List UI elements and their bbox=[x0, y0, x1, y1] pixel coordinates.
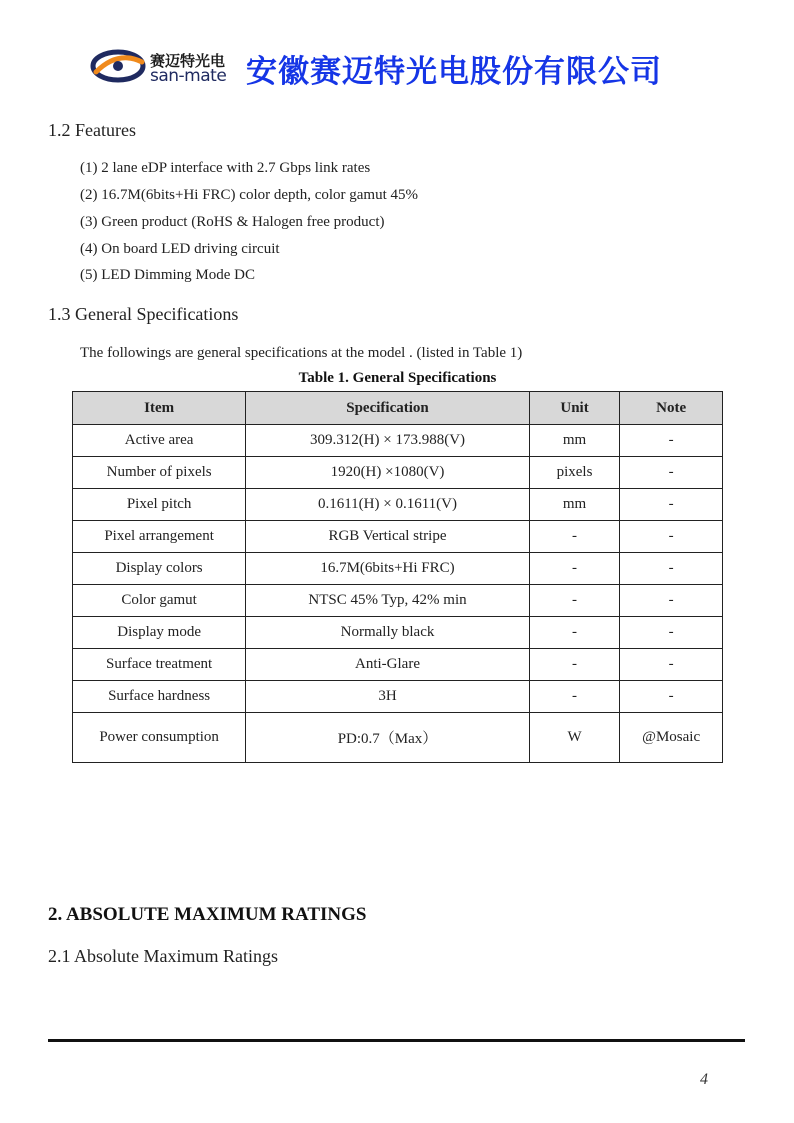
table-cell: 0.1611(H) × 0.1611(V) bbox=[246, 489, 530, 521]
table-cell: Active area bbox=[73, 425, 246, 457]
table-cell: PD:0.7（Max） bbox=[246, 713, 530, 763]
features-heading: 1.2 Features bbox=[48, 120, 136, 140]
table-row bbox=[73, 553, 723, 585]
table-cell: - bbox=[620, 425, 723, 457]
company-name: 安徽赛迈特光电股份有限公司 bbox=[246, 54, 662, 90]
table-cell: Pixel pitch bbox=[73, 489, 246, 521]
table-row bbox=[73, 425, 723, 457]
table-cell: Anti-Glare bbox=[246, 649, 530, 681]
table-cell: RGB Vertical stripe bbox=[246, 521, 530, 553]
table-cell: - bbox=[529, 553, 620, 585]
table-cell: - bbox=[620, 553, 723, 585]
table-cell: - bbox=[620, 521, 723, 553]
feature-item: (3) Green product (RoHS & Halogen free product) bbox=[80, 214, 385, 230]
general-spec-table bbox=[72, 391, 723, 763]
logo-chinese-text: 赛迈特光电 bbox=[150, 52, 226, 70]
table-cell: - bbox=[529, 649, 620, 681]
table-cell: Display mode bbox=[73, 617, 246, 649]
footer-divider bbox=[48, 1039, 745, 1042]
table-cell: - bbox=[620, 617, 723, 649]
table-cell: Power consumption bbox=[73, 713, 246, 763]
table-cell: - bbox=[620, 585, 723, 617]
general-spec-heading: 1.3 General Specifications bbox=[48, 304, 239, 324]
table-cell: - bbox=[620, 457, 723, 489]
logo-english-text: san-mate bbox=[150, 66, 227, 86]
table-header-row bbox=[73, 392, 723, 425]
table-row bbox=[73, 457, 723, 489]
table-row bbox=[73, 681, 723, 713]
column-header-note: Note bbox=[620, 392, 723, 425]
table-cell: Number of pixels bbox=[73, 457, 246, 489]
feature-item: (5) LED Dimming Mode DC bbox=[80, 267, 255, 283]
table-cell: NTSC 45% Typ, 42% min bbox=[246, 585, 530, 617]
table-cell: mm bbox=[529, 425, 620, 457]
column-header-item: Item bbox=[73, 392, 246, 425]
table-cell: pixels bbox=[529, 457, 620, 489]
subsection-heading-absolute-max: 2.1 Absolute Maximum Ratings bbox=[48, 946, 279, 966]
section-heading-absolute-max: 2. ABSOLUTE MAXIMUM RATINGS bbox=[48, 904, 367, 925]
page-number: 4 bbox=[700, 1071, 708, 1088]
san-mate-logo-icon bbox=[90, 46, 146, 86]
column-header-specification: Specification bbox=[246, 392, 530, 425]
table-cell: - bbox=[620, 681, 723, 713]
column-header-unit: Unit bbox=[529, 392, 620, 425]
table-cell: - bbox=[529, 617, 620, 649]
table-cell: Display colors bbox=[73, 553, 246, 585]
page-header bbox=[90, 44, 710, 92]
table-cell: W bbox=[529, 713, 620, 763]
table-row bbox=[73, 617, 723, 649]
general-spec-intro: The followings are general specifications at the model . (listed in Table 1) bbox=[80, 345, 523, 361]
table-row bbox=[73, 521, 723, 553]
table-cell: 16.7M(6bits+Hi FRC) bbox=[246, 553, 530, 585]
table-cell: 3H bbox=[246, 681, 530, 713]
table-row bbox=[73, 713, 723, 763]
table-cell: @Mosaic bbox=[620, 713, 723, 763]
table-cell: - bbox=[620, 489, 723, 521]
table-cell: Surface hardness bbox=[73, 681, 246, 713]
table-cell: - bbox=[529, 521, 620, 553]
table-cell: 309.312(H) × 173.988(V) bbox=[246, 425, 530, 457]
table-row bbox=[73, 585, 723, 617]
table-cell: mm bbox=[529, 489, 620, 521]
feature-item: (4) On board LED driving circuit bbox=[80, 241, 280, 257]
table-cell: Pixel arrangement bbox=[73, 521, 246, 553]
table-cell: Color gamut bbox=[73, 585, 246, 617]
feature-item: (2) 16.7M(6bits+Hi FRC) color depth, color gamut 45% bbox=[80, 187, 419, 203]
table-cell: Normally black bbox=[246, 617, 530, 649]
table-cell: - bbox=[529, 681, 620, 713]
table-cell: 1920(H) ×1080(V) bbox=[246, 457, 530, 489]
table-cell: - bbox=[529, 585, 620, 617]
feature-item: (1) 2 lane eDP interface with 2.7 Gbps link rates bbox=[80, 160, 371, 176]
table-cell: Surface treatment bbox=[73, 649, 246, 681]
table-row bbox=[73, 489, 723, 521]
table-row bbox=[73, 649, 723, 681]
table-cell: - bbox=[620, 649, 723, 681]
table-caption: Table 1. General Specifications bbox=[298, 370, 497, 386]
